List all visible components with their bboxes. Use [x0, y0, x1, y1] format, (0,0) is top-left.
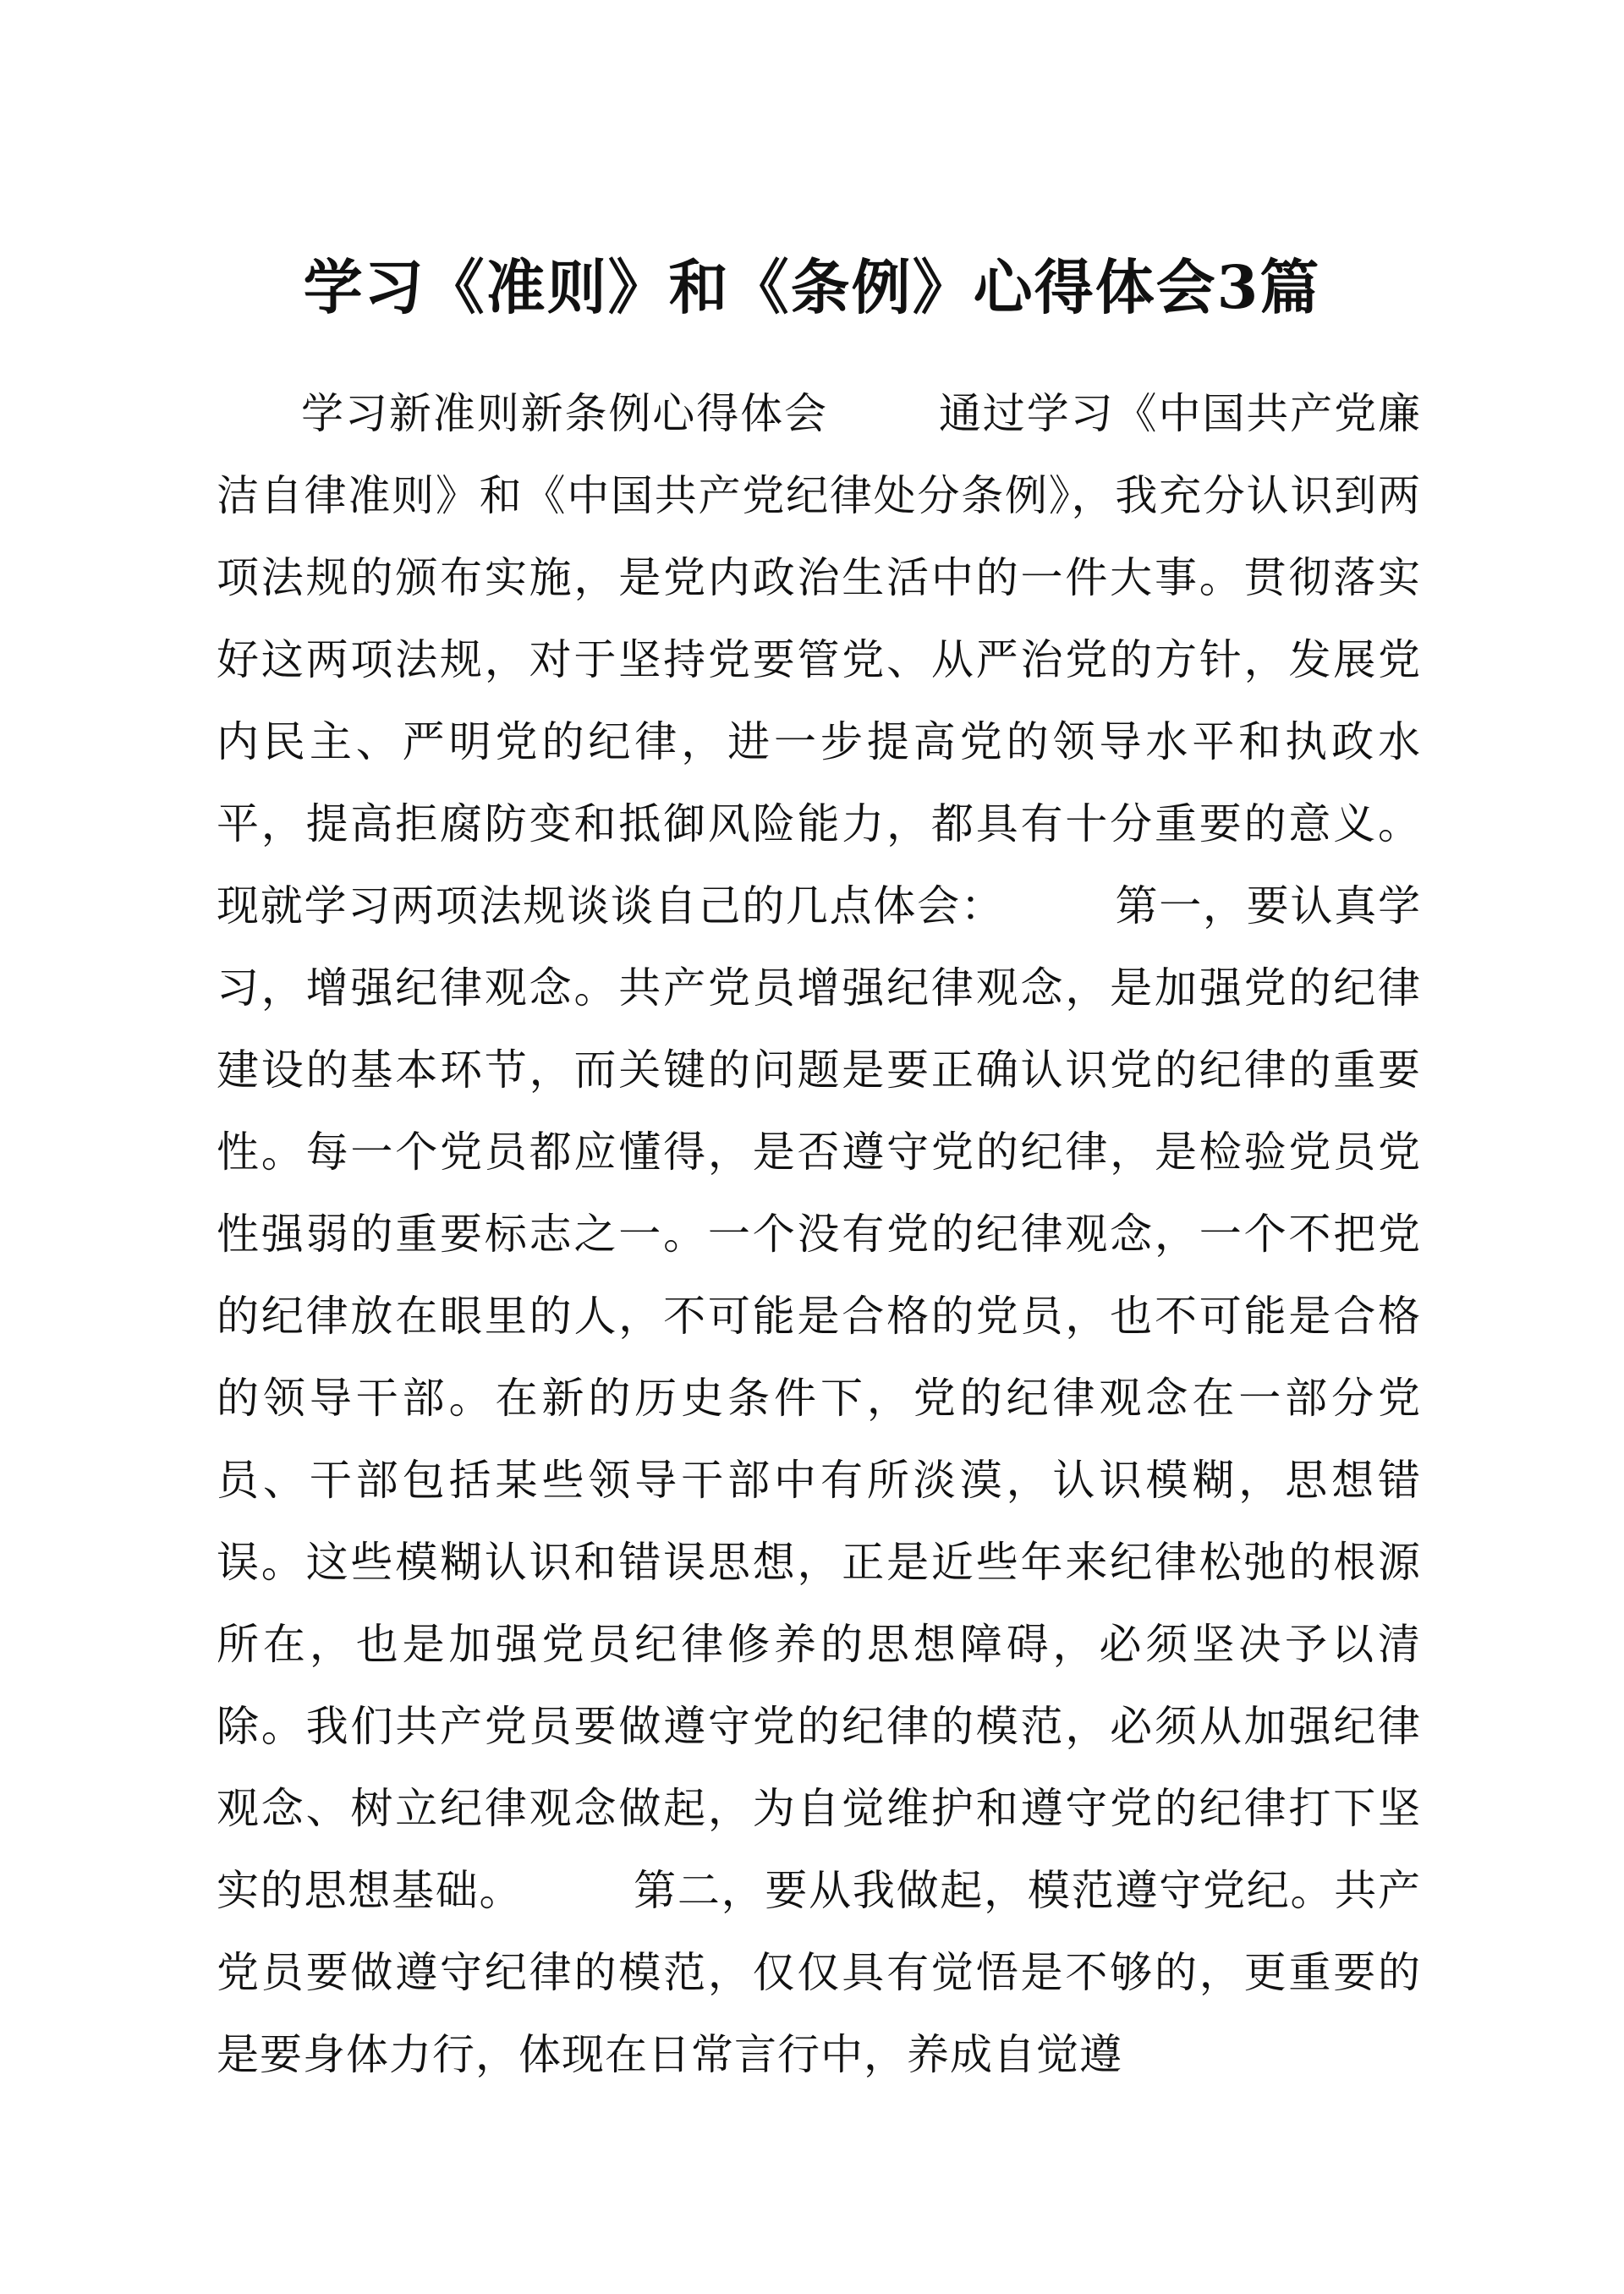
body-segment-intro: 通过学习《中国共产党廉洁自律准则》和《中国共产党纪律处分条例》，我充分认识到两项法规的颁布实施，是党内政治生活中的一件大事。贯彻落实好这两项法规，对于坚持党要管党、从严治党的方针，发展党内民主、严明党的纪律，进一步提高党的领导水平和执政水平，提高拒腐防变和抵御风险能力，都具有十分重要的意义。现就学习两项法规谈谈自己的几点体会： — [217, 389, 1422, 930]
body-segment-point-two: 第二，要从我做起，模范遵守党纪。共产党员要做遵守纪律的模范，仅仅具有觉悟是不够的，更重要的是要身体力行，体现在日常言行中，养成自觉遵 — [217, 1866, 1422, 2079]
document-title: 学习《准则》和《条例》心得体会3篇 — [303, 252, 1321, 322]
body-segment-point-one: 第一，要认真学习，增强纪律观念。共产党员增强纪律观念，是加强党的纪律建设的基本环节，而关键的问题是要正确认识党的纪律的重要性。每一个党员都应懂得，是否遵守党的纪律，是检验党员党性强弱的重要标志之一。一个没有党的纪律观念，一个不把党的纪律放在眼里的人，不可能是合格的党员，也不可能是合格的领导干部。在新的历史条件下，党的纪律观念在一部分党员、干部包括某些领导干部中有所淡漠，认识模糊，思想错误。这些模糊认识和错误思想，正是近些年来纪律松弛的根源所在，也是加强党员纪律修养的思想障碍，必须坚决予以清除。我们共产党员要做遵守党的纪律的模范，必须从加强纪律观念、树立纪律观念做起，为自觉维护和遵守党的纪律打下坚实的思想基础。 — [217, 881, 1422, 1915]
body-text — [217, 373, 1421, 2096]
body-segment-subtitle: 学习新准则新条例心得体会 — [301, 389, 828, 438]
